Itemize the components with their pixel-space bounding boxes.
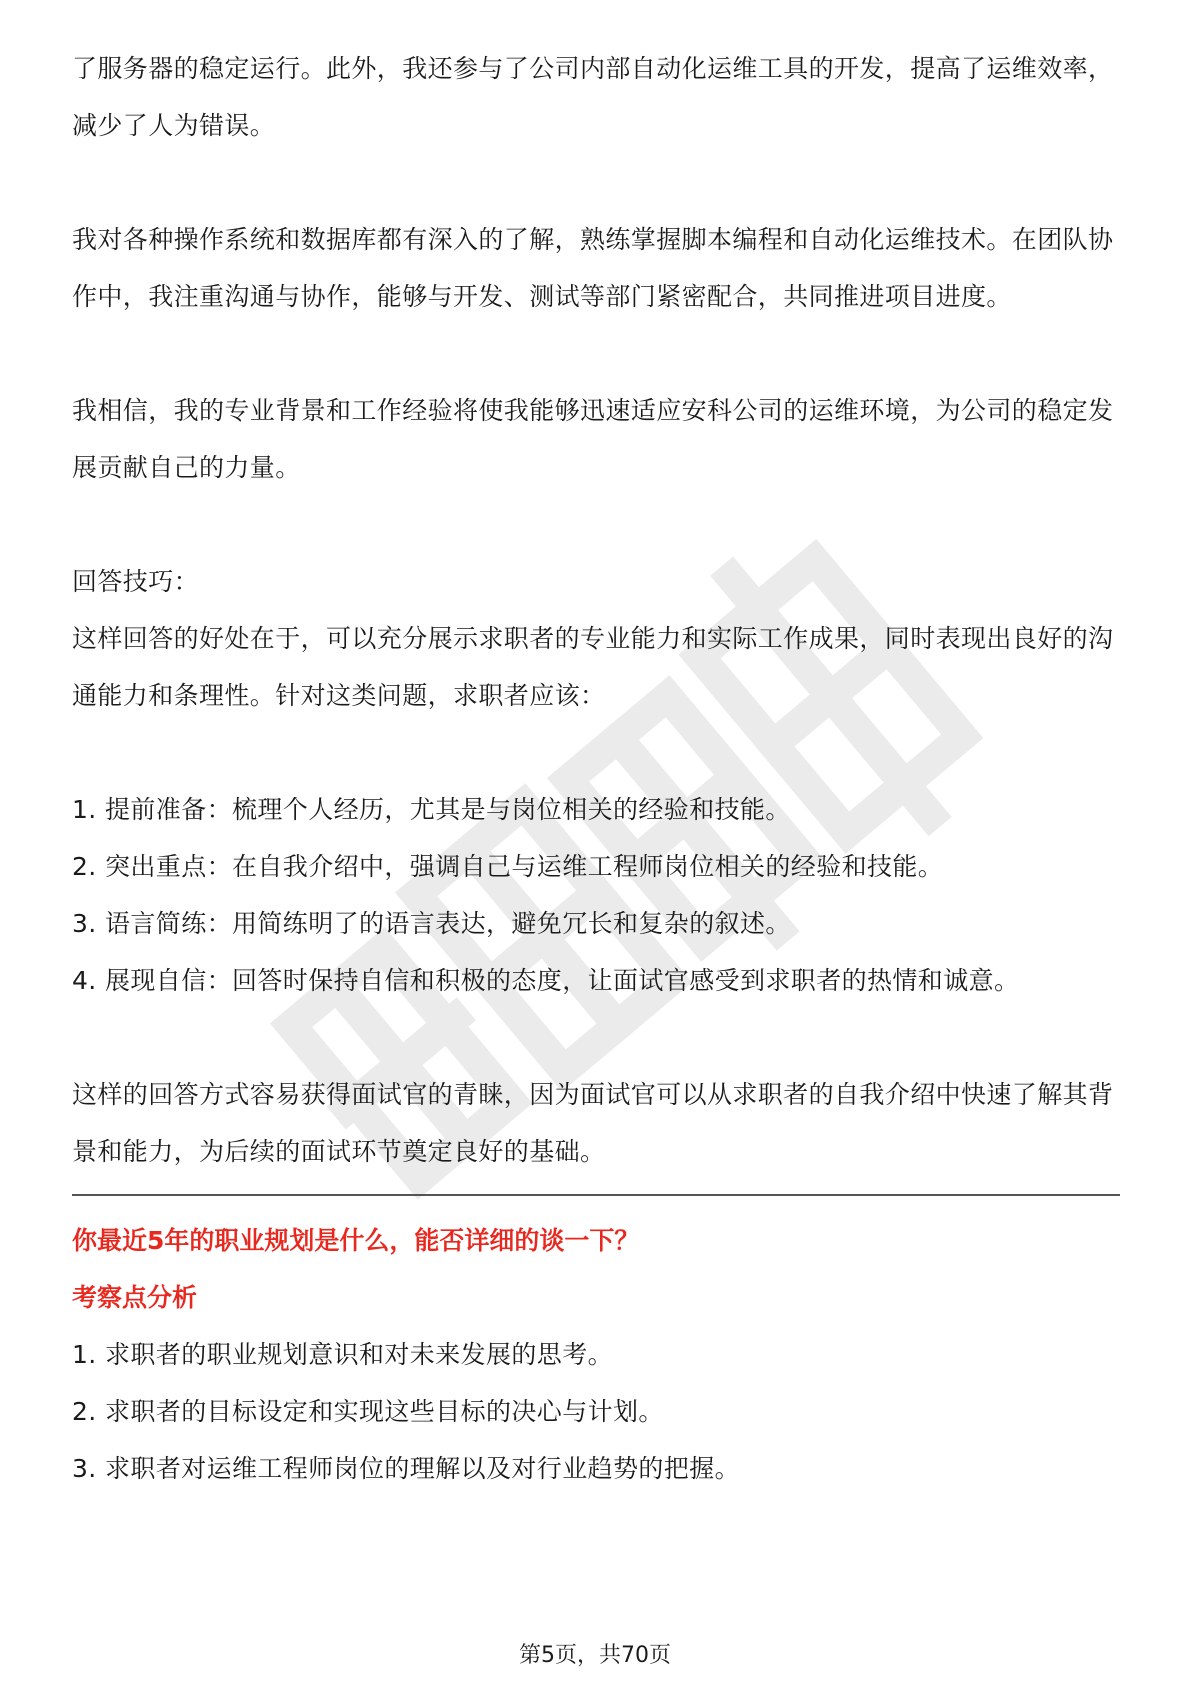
list-item: 4. 展现自信：回答时保持自信和积极的态度，让面试官感受到求职者的热情和诚意。 xyxy=(72,966,1020,995)
paragraph-skills: 我对各种操作系统和数据库都有深入的了解，熟练掌握脚本编程和自动化运维技术。在团队协作中，我注重沟通与协作，能够与开发、测试等部门紧密配合，共同推进项目进度。 xyxy=(72,225,1114,311)
paragraph-ops-work: 了服务器的稳定运行。此外，我还参与了公司内部自动化运维工具的开发，提高了运维效率，减少了人为错误。 xyxy=(72,54,1114,140)
section-divider xyxy=(72,1194,1120,1196)
tips-conclusion: 这样的回答方式容易获得面试官的青睐，因为面试官可以从求职者的自我介绍中快速了解其背景和能力，为后续的面试环节奠定良好的基础。 xyxy=(72,1080,1114,1166)
list-item: 1. 求职者的职业规划意识和对未来发展的思考。 xyxy=(72,1340,614,1369)
list-item: 2. 突出重点：在自我介绍中，强调自己与运维工程师岗位相关的经验和技能。 xyxy=(72,852,944,881)
tips-intro: 这样回答的好处在于，可以充分展示求职者的专业能力和实际工作成果，同时表现出良好的沟通能力和条理性。针对这类问题，求职者应该： xyxy=(72,624,1114,710)
paragraph-belief: 我相信，我的专业背景和工作经验将使我能够迅速适应安科公司的运维环境，为公司的稳定发展贡献自己的力量。 xyxy=(72,396,1114,482)
analysis-heading: 考察点分析 xyxy=(72,1283,198,1312)
list-item: 2. 求职者的目标设定和实现这些目标的决心与计划。 xyxy=(72,1397,664,1426)
list-item: 3. 语言简练：用简练明了的语言表达，避免冗长和复杂的叙述。 xyxy=(72,909,791,938)
list-item: 3. 求职者对运维工程师岗位的理解以及对行业趋势的把握。 xyxy=(72,1454,741,1483)
list-item: 1. 提前准备：梳理个人经历，尤其是与岗位相关的经验和技能。 xyxy=(72,795,791,824)
page-content xyxy=(72,40,1120,1497)
question-title: 你最近5年的职业规划是什么，能否详细的谈一下？ xyxy=(72,1226,640,1255)
page-number: 第5页，共70页 xyxy=(519,1643,671,1668)
tips-heading: 回答技巧： xyxy=(72,567,200,596)
